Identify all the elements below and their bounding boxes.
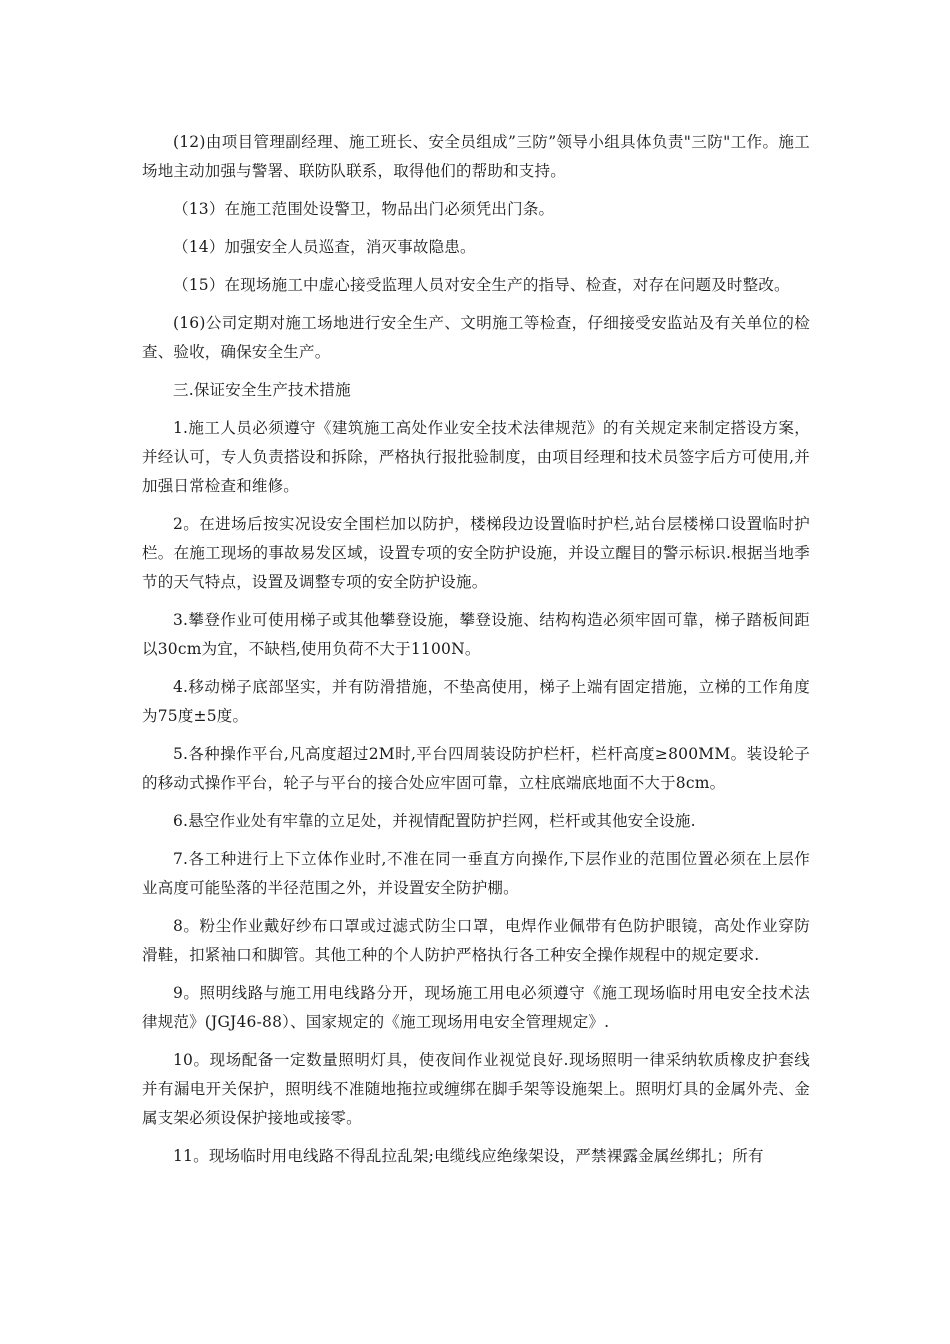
paragraph-13: （13）在施工范围处设警卫，物品出门必须凭出门条。	[173, 200, 555, 218]
section-heading: 三.保证安全生产技术措施	[173, 381, 351, 399]
paragraph-12: (12)由项目管理副经理、施工班长、安全员组成”三防”领导小组具体负责"三防"工作。施工场地主动加强与警署、联防队联系，取得他们的帮助和支持。	[142, 133, 810, 180]
measure-10: 10。现场配备一定数量照明灯具，使夜间作业视觉良好.现场照明一律采纳软质橡皮护套线并有漏电开关保护，照明线不准随地拖拉或缠绑在脚手架等设施架上。照明灯具的金属外壳、金属支架必须设保护接地或接零。	[142, 1051, 810, 1127]
paragraph-15: （15）在现场施工中虚心接受监理人员对安全生产的指导、检查，对存在问题及时整改。	[173, 276, 790, 294]
document-body	[142, 128, 810, 1180]
measure-2: 2。在进场后按实况设安全围栏加以防护，楼梯段边设置临时护栏,站台层楼梯口设置临时护栏。在施工现场的事故易发区域，设置专项的安全防护设施，并设立醒目的警示标识.根据当地季节的天气特点，设置及调整专项的安全防护设施。	[142, 515, 810, 591]
measure-7: 7.各工种进行上下立体作业时,不准在同一垂直方向操作,下层作业的范围位置必须在上层作业高度可能坠落的半径范围之外，并设置安全防护棚。	[142, 850, 810, 897]
measure-11: 11。现场临时用电线路不得乱拉乱架;电缆线应绝缘架设，严禁裸露金属丝绑扎；所有	[173, 1147, 764, 1165]
paragraph-14: （14）加强安全人员巡查，消灭事故隐患。	[173, 238, 476, 256]
measure-1: 1.施工人员必须遵守《建筑施工高处作业安全技术法律规范》的有关规定来制定搭设方案，并经认可，专人负责搭设和拆除，严格执行报批验制度，由项目经理和技术员签字后方可使用,并加强日常检查和维修。	[142, 419, 810, 495]
measure-5: 5.各种操作平台,凡高度超过2M时,平台四周装设防护栏杆，栏杆高度≥800MM。装设轮子的移动式操作平台，轮子与平台的接合处应牢固可靠，立柱底端底地面不大于8cm。	[142, 745, 810, 792]
measure-9: 9。照明线路与施工用电线路分开，现场施工用电必须遵守《施工现场临时用电安全技术法律规范》(JGJ46-88）、国家规定的《施工现场用电安全管理规定》.	[142, 984, 810, 1031]
paragraph-16: (16)公司定期对施工场地进行安全生产、文明施工等检查，仔细接受安监站及有关单位的检查、验收，确保安全生产。	[142, 314, 810, 361]
measure-8: 8。粉尘作业戴好纱布口罩或过滤式防尘口罩，电焊作业佩带有色防护眼镜，高处作业穿防滑鞋，扣紧袖口和脚管。其他工种的个人防护严格执行各工种安全操作规程中的规定要求.	[142, 917, 810, 964]
measure-6: 6.悬空作业处有牢靠的立足处，并视情配置防护拦网，栏杆或其他安全设施.	[173, 812, 696, 830]
measure-3: 3.攀登作业可使用梯子或其他攀登设施，攀登设施、结构构造必须牢固可靠，梯子踏板间距以30cm为宜，不缺档,使用负荷不大于1100N。	[142, 611, 810, 658]
measure-4: 4.移动梯子底部坚实，并有防滑措施，不垫高使用，梯子上端有固定措施，立梯的工作角度为75度±5度。	[142, 678, 810, 725]
